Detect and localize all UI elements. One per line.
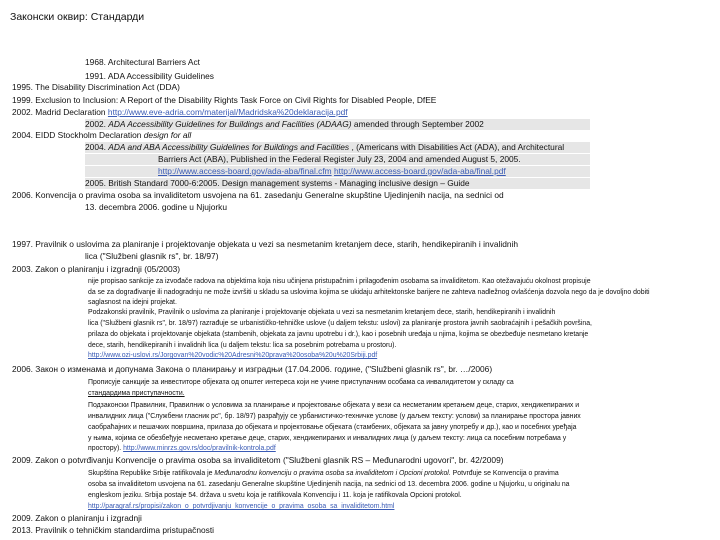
line-2002-adaag	[85, 119, 590, 130]
line-2006-law	[12, 364, 492, 375]
link-2006[interactable]: http://www.minrzs.gov.rs/doc/pravilnik-kontrola.pdf	[123, 445, 276, 452]
para-2006-line-2: стандардима приступачности.	[88, 390, 185, 397]
line-1997-cont: lica ("Službeni glasnik rs", br. 18/97)	[85, 251, 219, 261]
para-2009-line-2: osoba sa invaliditetom usvojena na 61. zasedanju Generalne skupštine Ujedinjenih nacija, na sednici od 13. decembra 2006. godine u Njujorku, u originalu na	[88, 481, 570, 488]
para-2003-line-4: Podzakonski pravilnik, Pravilnik o uslovima za planiranje i projektovanje objekata u vezi sa nesmetanim kretanjem dece, starih, hendikepiranih i invalidnih	[88, 309, 556, 316]
line-1999: 1999. Exclusion to Inclusion: A Report of the Disability Rights Task Force on Civil Rights for Disabled People, DfEE	[12, 95, 437, 105]
eidd-italic: design for all	[143, 130, 192, 140]
line-2013: 2013. Pravilnik o tehničkim standardima pristupačnosti	[12, 525, 215, 535]
ada-aba-year: 2004.	[85, 142, 106, 152]
para-2006b-line-3: саобраћајних и пешачких површина, прилаза до објеката и пројектовање објеката (стамбених, објеката за јавну употребу и др.), као и посебних уређаја	[88, 424, 577, 431]
para-2003-line-1: nije propisao sankcije za izvođače radova na objektima koja nisu učinjena pristupačnim i prilagođenim osobama sa invaliditetom. Kao otežavajuću okolnost propisuje	[88, 278, 591, 285]
madrid-label: 2002. Madrid Declaration	[12, 107, 106, 117]
adaag-rest: amended through September 2002	[353, 119, 484, 129]
madrid-link[interactable]: http://www.eve-adria.com/materijal/Madridska%20deklaracija.pdf	[107, 107, 348, 117]
eidd-label: 2004. EIDD Stockholm Declaration	[12, 130, 142, 140]
line-2006-convention: 2006. Konvencija o pravima osoba sa invaliditetom usvojena na 61. zasedanju Generalne skupštine Ujedinjenih nacija, na sednici od	[12, 190, 504, 200]
adaag-title: ADA Accessibility Guidelines for Buildings and Facilities (ADAAG)	[108, 119, 352, 129]
ada-aba-rest: , (Americans with Disabilities Act (ADA), and Architectural	[351, 142, 565, 152]
ada-aba-link-pdf[interactable]: http://www.access-board.gov/ada-aba/final.pdf	[333, 166, 506, 176]
para-2006b-end: простору).	[88, 445, 122, 452]
para-2009-b: Potvrđuje se Konvencija o pravima	[452, 470, 559, 477]
link-2003[interactable]: http://www.ozi-uslovi.rs/Jorgovan%20vodic%20Adresni%20prava%20osoba%20u%20Srbiji.pdf	[88, 352, 378, 359]
law-2006-year: 2006.	[12, 364, 33, 374]
para-2003-line-3: saglasnost na idejni projekat.	[88, 299, 177, 306]
line-2004-cont: Barriers Act (ABA), Published in the Federal Register July 23, 2004 and amended August 5, 2005.	[85, 154, 590, 165]
line-2006-convention-cont: 13. decembra 2006. godine u Njujorku	[85, 202, 228, 212]
line-1968: 1968. Architectural Barriers Act	[85, 57, 200, 67]
para-2003-line-6: prilaza do objekata i projektovanje objekata (stambenih, objekata za javnu upotrebu i dr.), kao i posebnih uređaja u njima, kojima se obezbeđuje nesmetano kretanje	[88, 331, 589, 338]
law-2006-title: Закон о изменама и допунама Закона о планирању и изградњи (17.04.2006. године, ("Službeni glasnik rs", br. …/2006)	[35, 364, 493, 374]
page-title: Законски оквир: Стандарди	[10, 11, 145, 23]
para-2003-line-5: lica ("Službeni glasnik rs", br. 18/97) razrađuje se urbanističko-tehničke uslove (u daljem tekstu: uslovi) za planiranje prostora javnih saobraćajnih i pešačkih površina,	[88, 320, 592, 327]
line-2004-eidd	[12, 130, 191, 141]
line-2009-convention: 2009. Zakon o potvrđivanju Konvencije o pravima osoba sa invaliditetom ("Službeni glasnik RS – Međunarodni ugovori", br. 42/2009)	[12, 455, 504, 465]
para-2009-line-3: engleskom jeziku. Srbija postaje 54. država u svetu koja je ratifikovala Konvenciju i 11. koja je ratifikovala Opcioni protokol.	[88, 492, 462, 499]
para-2006b-line-5	[88, 444, 276, 453]
line-1995: 1995. The Disability Discrimination Act (DDA)	[12, 82, 180, 92]
para-2009-italic: Međunarodnu konvenciju o pravima osoba sa invaliditetom i Opcioni protokol.	[214, 470, 451, 477]
para-2006b-line-1: Подзаконски Правилник, Правилник о условима за планирање и пројектовање објеката у вези са несметаним кретањем деце, старих, хендикепираних и	[88, 402, 580, 409]
line-2002-madrid	[12, 107, 348, 118]
line-1991: 1991. ADA Accessibility Guidelines	[85, 71, 214, 81]
para-2009-a: Skupština Republike Srbije ratifikovala je	[88, 470, 213, 477]
line-2009-planning: 2009. Zakon o planiranju i izgradnji	[12, 513, 142, 523]
ada-aba-title: ADA and ABA Accessibility Guidelines for Buildings and Facilities	[108, 142, 350, 152]
line-1997: 1997. Pravilnik o uslovima za planiranje i projektovanje objekata u vezi sa nesmetanim kretanjem dece, starih, hendikepiranih i invalidnih	[12, 239, 519, 249]
para-2003-line-2: da se za dograđivanje ili nadogradnju ne može izvršiti u skladu sa uslovima kojima se ukidaju arhitektonske barijere ne zahteva nadležnog ovlašćenja dozvola nego da je dovoljno dobiti	[88, 289, 650, 296]
para-2003-line-7: dece, starih, hendikepiranih i invalidnih lica (u daljem tekstu: lica sa posebnim potrebama u prostoru).	[88, 342, 397, 349]
line-2003: 2003. Zakon o planiranju i izgradnji (05/2003)	[12, 264, 181, 274]
para-2006b-line-2: инвалидних лица ("Службени гласник рс", бр. 18/97) разрађују се урбанистичко-техничке услове (у даљем тексту: услови) за планирање простора јавних	[88, 413, 581, 420]
para-2009-line-1	[88, 469, 559, 478]
ada-aba-link-cfm[interactable]: http://www.access-board.gov/ada-aba/final.cfm	[158, 166, 332, 176]
link-2009[interactable]: http://paragraf.rs/propisi/zakon_o_potvrdjivanju_konvencije_o_pravima_osoba_sa_invaliditetom.html	[88, 503, 395, 510]
adaag-year: 2002.	[85, 119, 106, 129]
para-2006b-line-4: у њима, којима се обезбеђује несметано кретање деце, старих, хендикепираних и инвалидних лица (у даљем тексту: лица са посебним потребама у	[88, 435, 567, 442]
line-2004-links	[85, 166, 590, 177]
line-2005: 2005. British Standard 7000-6:2005. Design management systems - Managing inclusive design – Guide	[85, 178, 590, 189]
para-2006-line-1: Прописује санкције за инвеститоре објеката од општег интереса који не учине приступачним особама са инвалидитетом у складу са	[88, 379, 514, 386]
line-2004-ada-aba	[85, 142, 590, 153]
